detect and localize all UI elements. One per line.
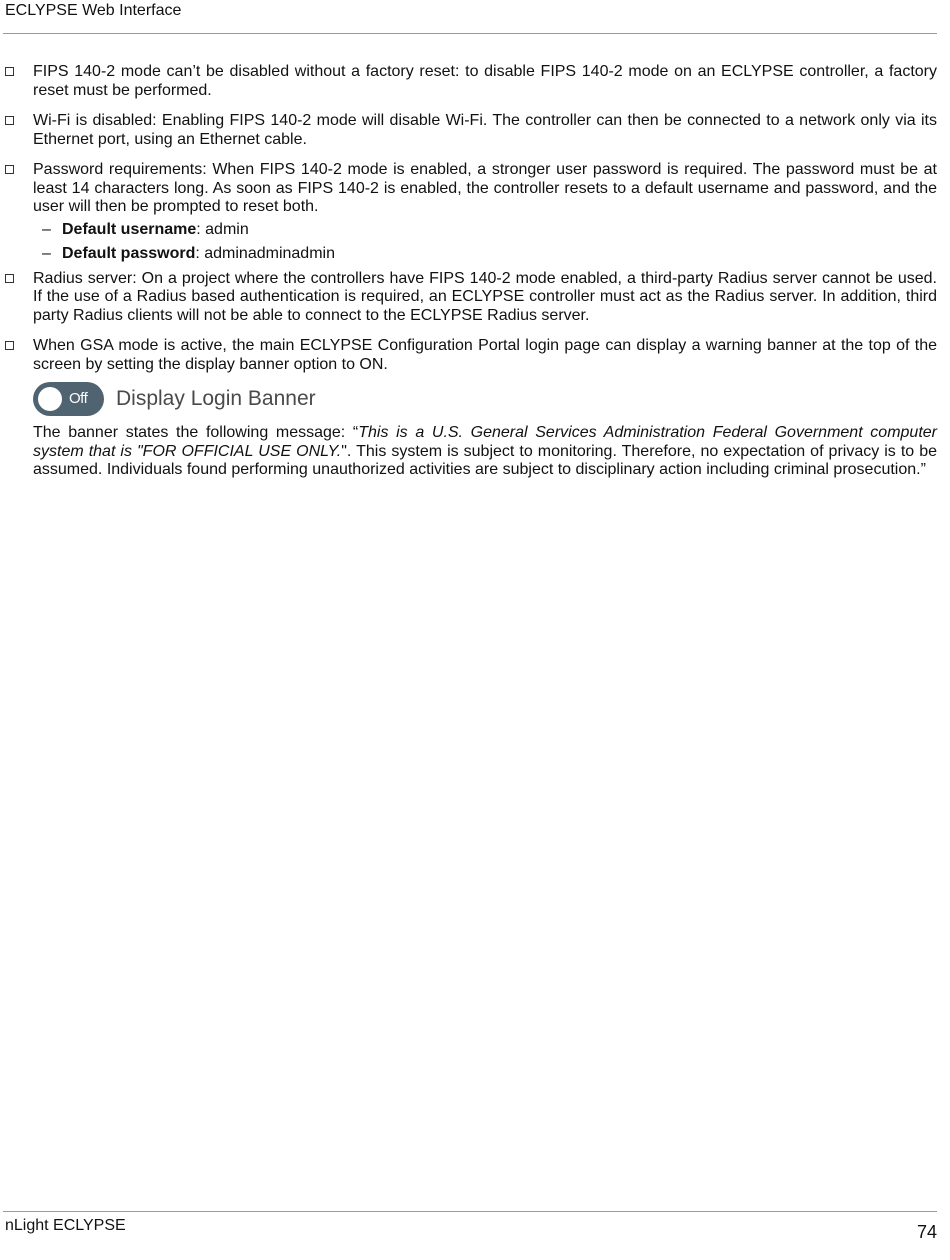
bullet-wifi-disabled bbox=[5, 112, 937, 149]
bullet-gsa-mode bbox=[5, 337, 937, 374]
bullet-text: Radius server: On a project where the controllers have FIPS 140-2 mode enabled, a third-party Radius server cannot be used. If the use of a Radius based authentication is required, an ECLYPSE controller must act as the Radius server. In addition, third party Radius clients will not be able to connect to the ECLYPSE Radius server. bbox=[33, 269, 937, 324]
square-bullet-icon bbox=[5, 165, 14, 174]
display-login-banner-toggle[interactable] bbox=[33, 382, 104, 416]
default-password-label: Default password bbox=[62, 245, 196, 262]
bullet-text: Password requirements: When FIPS 140-2 mode is enabled, a stronger user password is required. The password must be at least 14 characters long. As soon as FIPS 140-2 is enabled, the controller resets to a default username and password, and the user will then be prompted to reset both. bbox=[33, 161, 937, 215]
bullet-password-requirements bbox=[5, 161, 937, 217]
toggle-knob bbox=[38, 387, 62, 411]
dash-marker: – bbox=[42, 220, 51, 238]
footer-divider bbox=[3, 1211, 937, 1212]
toggle-state: Off bbox=[69, 390, 88, 407]
header-divider bbox=[3, 33, 937, 34]
footer-product-name: nLight ECLYPSE bbox=[5, 1217, 126, 1234]
bullet-factory-reset bbox=[5, 63, 937, 100]
page-header-title: ECLYPSE Web Interface bbox=[5, 2, 182, 19]
square-bullet-icon bbox=[5, 116, 14, 125]
separator: : bbox=[195, 245, 205, 262]
page-number: 74 bbox=[916, 1222, 937, 1242]
banner-message-paragraph bbox=[5, 424, 937, 480]
display-login-banner-setting bbox=[33, 382, 937, 416]
default-username-item bbox=[42, 221, 937, 240]
default-password-item bbox=[42, 245, 937, 264]
square-bullet-icon bbox=[5, 67, 14, 76]
square-bullet-icon bbox=[5, 341, 14, 350]
square-bullet-icon bbox=[5, 274, 14, 283]
default-username-label: Default username bbox=[62, 220, 197, 238]
bullet-text: Wi-Fi is disabled: Enabling FIPS 140-2 mode will disable Wi-Fi. The controller can then be connected to a network only via its Ethernet port, using an Ethernet cable. bbox=[33, 112, 937, 148]
banner-intro: The banner states the following message: “ bbox=[33, 424, 359, 441]
separator: : bbox=[196, 220, 206, 238]
page-content bbox=[5, 63, 937, 480]
banner-rest: ". This system is subject to monitoring. Therefore, no expectation of privacy is to be assumed. Individuals found performing unauthorized activities are subject to disciplinary action including criminal prosecution.” bbox=[33, 442, 938, 478]
default-credentials-list bbox=[42, 221, 937, 264]
default-username-value: admin bbox=[205, 220, 249, 238]
dash-marker: – bbox=[42, 245, 51, 262]
bullet-text: When GSA mode is active, the main ECLYPSE Configuration Portal login page can display a warning banner at the top of the screen by setting the display banner option to ON. bbox=[33, 337, 937, 373]
default-password-value: adminadminadmin bbox=[204, 245, 335, 262]
bullet-radius-server bbox=[5, 270, 937, 326]
toggle-label: Display Login Banner bbox=[116, 386, 316, 410]
bullet-text: FIPS 140-2 mode can’t be disabled without a factory reset: to disable FIPS 140-2 mode on an ECLYPSE controller, a factory reset must be performed. bbox=[33, 63, 937, 99]
banner-quote-italic: This is a U.S. General Services Administration Federal Government computer system that is "FOR OFFICIAL USE ONLY. bbox=[33, 424, 938, 460]
